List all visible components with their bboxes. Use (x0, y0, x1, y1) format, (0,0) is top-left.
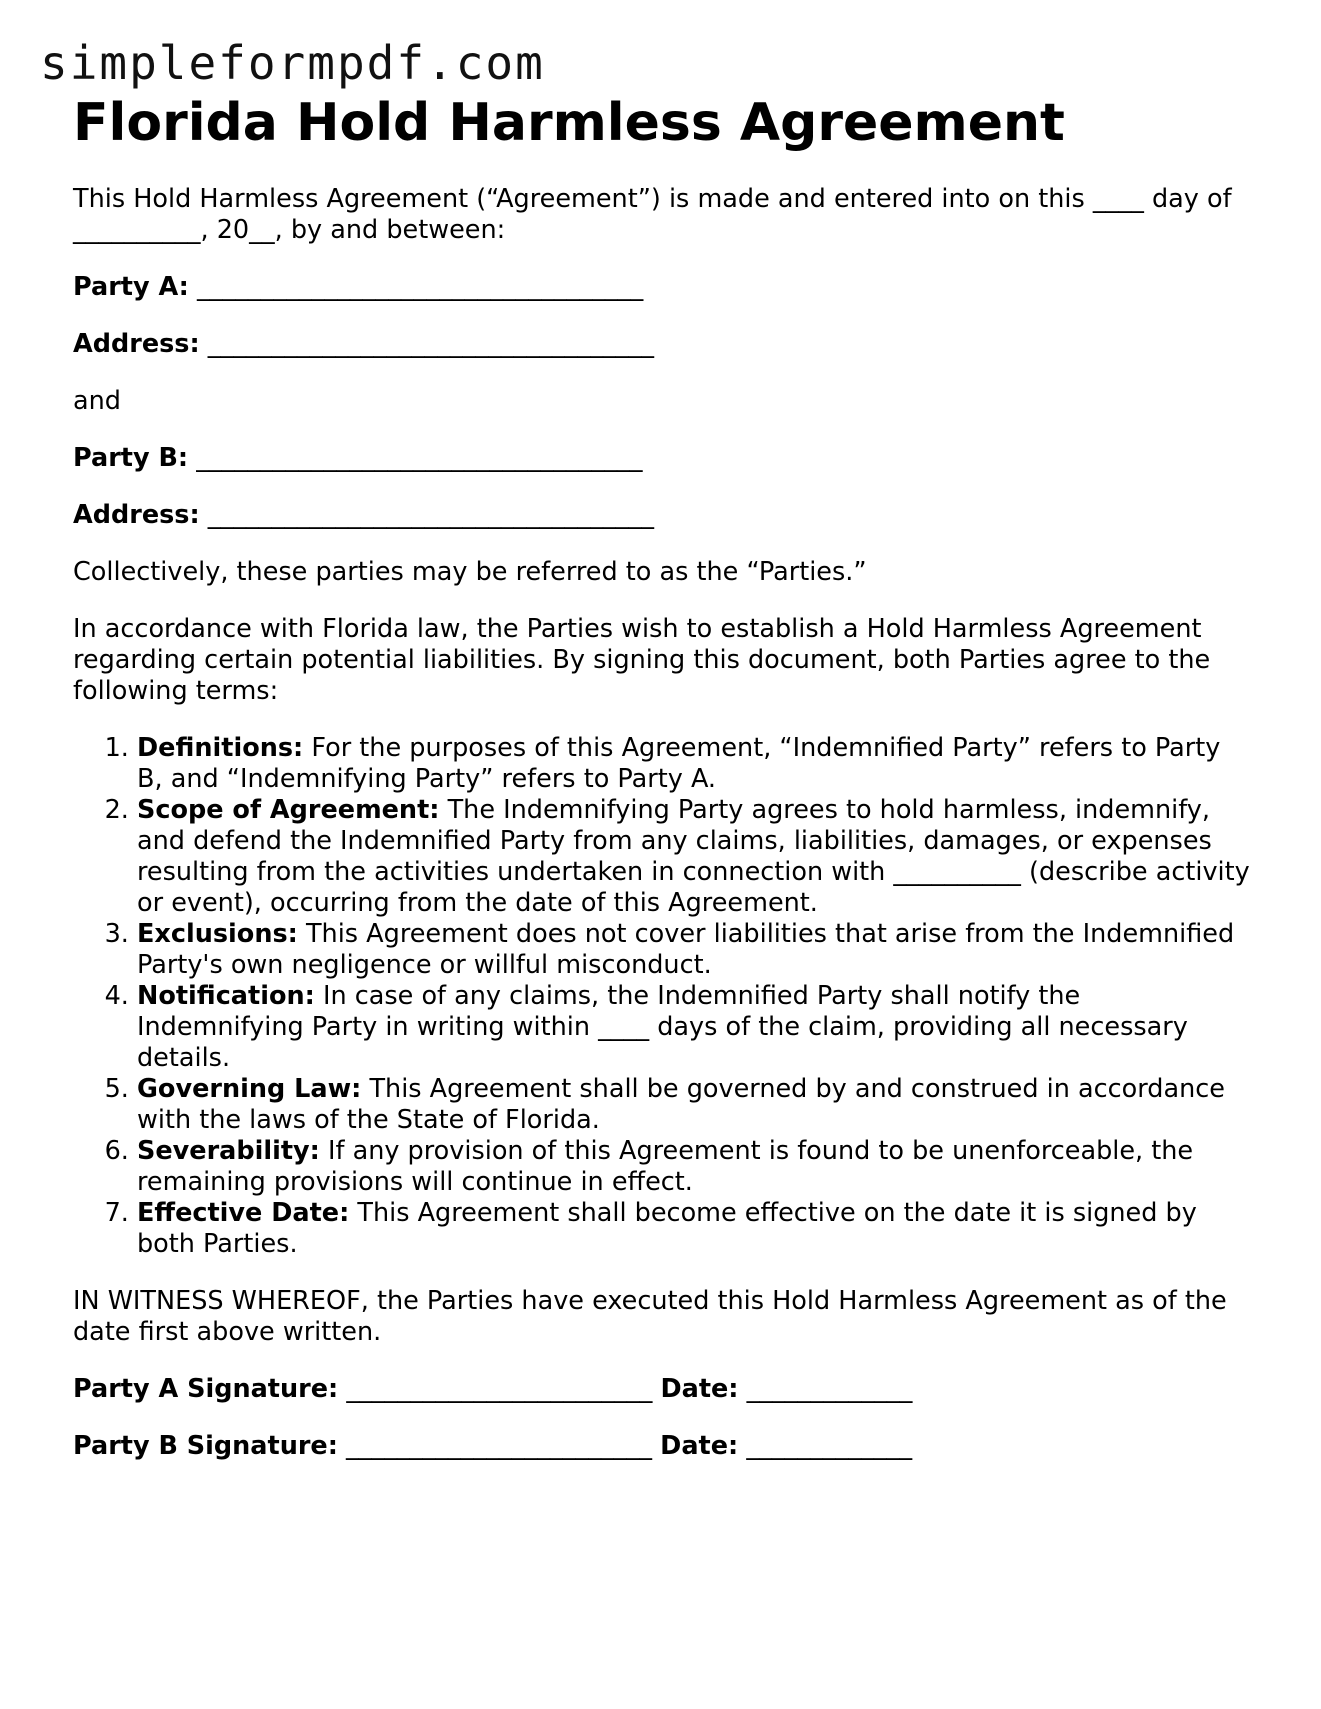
term-item-notification (137, 981, 1253, 1074)
signature-a-label: Party A Signature: (73, 1374, 339, 1405)
term-text: In case of any claims, the Indemnified Party shall notify the Indemnifying Party in writing within ____ days of the claim, providing all necessary details. (137, 981, 1188, 1074)
party-b-blank: ___________________________________ (196, 443, 643, 474)
term-item-scope (137, 795, 1253, 919)
term-text: The Indemnifying Party agrees to hold harmless, indemnify, and defend the Indemnified Party from any claims, liabilities, damages, or expenses resulting from the activities undertaken in connection with __________ (describe activity or event), occurring from the date of this Agreement. (137, 795, 1250, 919)
watermark-text: simpleformpdf.com (40, 36, 545, 90)
party-b-line (73, 443, 1253, 474)
signature-b-label: Party B Signature: (73, 1431, 338, 1462)
party-a-address-label: Address: (73, 329, 200, 360)
signature-line-a (73, 1374, 1253, 1405)
term-heading: Notification: (137, 981, 315, 1012)
term-item-exclusions (137, 919, 1253, 981)
signature-b-date-blank: _____________ (746, 1431, 913, 1462)
collectively-paragraph: Collectively, these parties may be referred to as the “Parties.” (73, 557, 867, 588)
signature-a-blank: ________________________ (346, 1374, 653, 1405)
document-title: Florida Hold Harmless Agreement (73, 93, 1065, 153)
party-b-label: Party B: (73, 443, 189, 474)
signature-b-blank: ________________________ (346, 1431, 653, 1462)
term-heading: Governing Law: (137, 1074, 362, 1105)
term-heading: Severability: (137, 1136, 320, 1167)
signature-a-date-blank: _____________ (746, 1374, 913, 1405)
party-b-address-line (73, 500, 1253, 531)
term-text: This Agreement shall become effective on the date it is signed by both Parties. (137, 1198, 1197, 1260)
accordance-paragraph: In accordance with Florida law, the Parties wish to establish a Hold Harmless Agreement regarding certain potential liabilities. By signing this document, both Parties agree to the following terms: (73, 614, 1211, 707)
term-heading: Scope of Agreement: (137, 795, 440, 826)
document-page (73, 92, 1253, 1488)
party-b-address-label: Address: (73, 500, 200, 531)
party-a-line (73, 272, 1253, 303)
term-item-governing-law (137, 1074, 1253, 1136)
term-item-effective-date (137, 1198, 1253, 1260)
signature-a-date-label: Date: (660, 1374, 739, 1405)
term-text: This Agreement shall be governed by and construed in accordance with the laws of the State of Florida. (137, 1074, 1225, 1136)
party-a-address-line (73, 329, 1253, 360)
witness-paragraph: IN WITNESS WHEREOF, the Parties have executed this Hold Harmless Agreement as of the date first above written. (73, 1286, 1227, 1348)
term-text: If any provision of this Agreement is found to be unenforceable, the remaining provisions will continue in effect. (137, 1136, 1194, 1198)
terms-list (73, 733, 1253, 1260)
term-heading: Definitions: (137, 733, 304, 764)
party-a-label: Party A: (73, 272, 189, 303)
term-heading: Effective Date: (137, 1198, 350, 1229)
term-text: For the purposes of this Agreement, “Indemnified Party” refers to Party B, and “Indemnifying Party” refers to Party A. (137, 733, 1221, 795)
term-text: This Agreement does not cover liabilities that arise from the Indemnified Party's own negligence or willful misconduct. (137, 919, 1235, 981)
party-a-blank: ___________________________________ (197, 272, 644, 303)
party-a-address-blank: ___________________________________ (207, 329, 655, 360)
signature-line-b (73, 1431, 1253, 1462)
term-item-definitions (137, 733, 1253, 795)
term-item-severability (137, 1136, 1253, 1198)
term-heading: Exclusions: (137, 919, 298, 950)
party-b-address-blank: ___________________________________ (207, 500, 655, 531)
signature-b-date-label: Date: (660, 1431, 739, 1462)
and-text: and (73, 386, 121, 417)
intro-paragraph: This Hold Harmless Agreement (“Agreement”) is made and entered into on this ____ day of __________, 20__, by and between: (73, 184, 1232, 246)
